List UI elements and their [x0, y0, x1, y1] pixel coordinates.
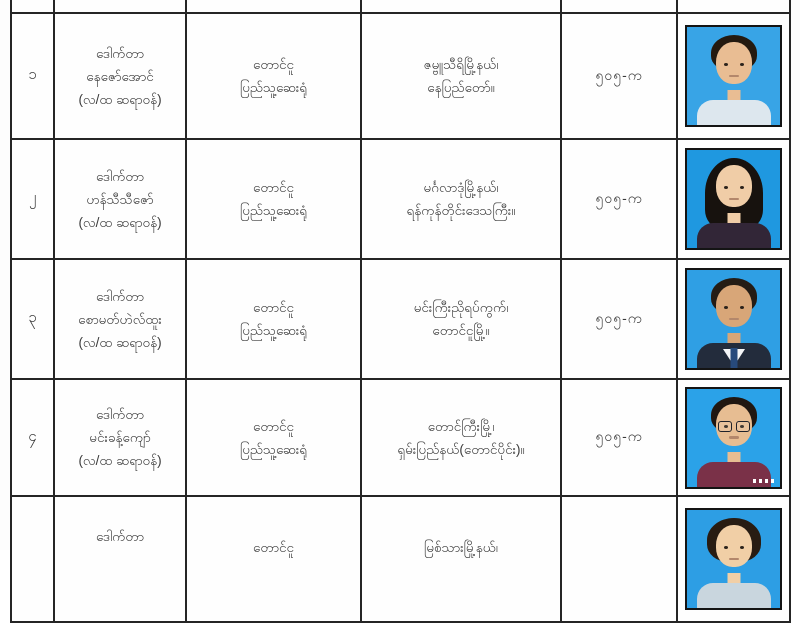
table-row-cutoff: [11, 496, 790, 622]
doctor-position: (လ/ထ ဆရာဝန်): [78, 453, 162, 468]
hospital-line: တောင်ငူ: [252, 540, 294, 555]
code-cell: [561, 496, 677, 622]
registration-code: ၅၀၅-က: [595, 189, 643, 206]
table-row: [11, 13, 790, 139]
doctors-roster-table: [10, 0, 791, 623]
hospital-line: [187, 559, 360, 582]
doctor-name-cell: [54, 139, 186, 259]
address-line: တောင်ငူမြို့။: [432, 323, 490, 338]
doctor-name-cell: [54, 259, 186, 379]
header-cell: [54, 0, 186, 13]
hospital-line: ပြည်သူ့ဆေးရုံ: [239, 80, 308, 95]
doctor-title: ဒေါက်တာ: [95, 528, 145, 544]
doctor-title: ဒေါက်တာ: [95, 168, 145, 184]
hospital-line: တောင်ငူ: [252, 418, 294, 434]
code-cell: [561, 379, 677, 496]
doctor-title: ဒေါက်တာ: [95, 407, 145, 422]
photo-cell: [677, 379, 790, 496]
doctor-name-cell: [54, 496, 186, 622]
code-cell: [561, 139, 677, 259]
person-face: [716, 165, 752, 207]
person-shirt: [697, 462, 771, 487]
photo-cell: [677, 139, 790, 259]
hospital-line: တောင်ငူ: [252, 57, 294, 72]
doctor-position: (လ/ထ ဆရာဝန်): [78, 91, 162, 107]
address-line: နေပြည်တော်။: [427, 80, 495, 95]
doctor-position: (လ/ထ ဆရာဝန်): [78, 334, 162, 350]
address-line: မင်းကြီးညိုရပ်ကွက်၊: [413, 300, 509, 315]
code-cell: [561, 259, 677, 379]
person-shirt: [697, 223, 771, 248]
hospital-cell: [186, 13, 361, 139]
row-number: ၃: [28, 309, 37, 326]
hospital-line: ပြည်သူ့ဆေးရုံ: [239, 441, 308, 457]
header-cell: [361, 0, 561, 13]
portrait-photo: [685, 387, 782, 489]
address-line: ရန်ကုန်တိုင်းဒေသကြီး။: [406, 203, 516, 218]
row-number: ၄: [28, 427, 37, 445]
portrait-photo: [685, 25, 782, 127]
hospital-line: ပြည်သူ့ဆေးရုံ: [239, 323, 308, 338]
address-cell: [361, 496, 561, 622]
address-cell: [361, 379, 561, 496]
registration-code: ၅၀၅-က: [595, 309, 643, 326]
header-cell: [561, 0, 677, 13]
photo-cell: [677, 259, 790, 379]
person-shirt: [697, 100, 771, 125]
hospital-cell: [186, 379, 361, 496]
person-face: [716, 285, 752, 327]
portrait-photo: [685, 148, 782, 250]
row-number: ၁: [28, 66, 37, 83]
person-face: [716, 525, 752, 567]
portrait-photo: [685, 268, 782, 370]
doctor-name: စောမတ်ဟဲလ်ထူး: [78, 311, 162, 327]
header-cell: [186, 0, 361, 13]
registration-code: ၅၀၅-က: [595, 428, 643, 444]
hospital-line: ပြည်သူ့ဆေးရုံ: [239, 203, 308, 218]
hospital-line: တောင်ငူ: [252, 180, 294, 195]
row-number: ၂: [28, 189, 37, 206]
watermark-dots: [753, 479, 757, 483]
address-cell: [361, 13, 561, 139]
address-line: မြစ်သားမြို့နယ်၊: [424, 540, 498, 555]
address-line: မင်္ဂလာဒုံမြို့နယ်၊: [423, 180, 499, 195]
row-number-cell: [11, 496, 54, 622]
address-line: တောင်ကြီးမြို့၊: [427, 418, 495, 434]
row-number-cell: [11, 379, 54, 496]
doctor-name: [55, 548, 185, 571]
address-cell: [361, 259, 561, 379]
row-number-cell: [11, 259, 54, 379]
address-line: [362, 559, 560, 582]
table-header-row-cutoff: [11, 0, 790, 13]
doctor-title: ဒေါက်တာ: [95, 45, 145, 61]
address-line: ရှမ်းပြည်နယ်(တောင်ပိုင်း)။: [397, 441, 525, 457]
hospital-cell: [186, 139, 361, 259]
doctor-name: ဟန်သီသီဇော်: [86, 191, 154, 207]
hospital-cell: [186, 259, 361, 379]
table-row: [11, 259, 790, 379]
person-tie: [730, 348, 737, 368]
hospital-cell: [186, 496, 361, 622]
registration-code: ၅၀၅-က: [595, 66, 643, 83]
hospital-line: တောင်ငူ: [252, 300, 294, 315]
header-cell: [11, 0, 54, 13]
doctor-position: [55, 571, 185, 594]
address-cell: [361, 139, 561, 259]
table-row: [11, 379, 790, 496]
portrait-photo: [685, 508, 782, 610]
person-glasses: [716, 421, 752, 433]
doctor-position: (လ/ထ ဆရာဝန်): [78, 214, 162, 230]
row-number-cell: [11, 13, 54, 139]
code-cell: [561, 13, 677, 139]
person-face: [716, 42, 752, 84]
doctor-name: နေဇော်အောင်: [86, 68, 154, 84]
doctor-name: မင်းခန့်ကျော်: [89, 430, 151, 445]
photo-cell: [677, 496, 790, 622]
person-shirt: [697, 583, 771, 608]
header-cell: [677, 0, 790, 13]
photo-cell: [677, 13, 790, 139]
address-line: ဇမ္ဗူသီရိမြို့နယ်၊: [423, 57, 499, 72]
row-number-cell: [11, 139, 54, 259]
doctor-title: ဒေါက်တာ: [95, 288, 145, 304]
doctor-name-cell: [54, 13, 186, 139]
table-row: [11, 139, 790, 259]
doctor-name-cell: [54, 379, 186, 496]
